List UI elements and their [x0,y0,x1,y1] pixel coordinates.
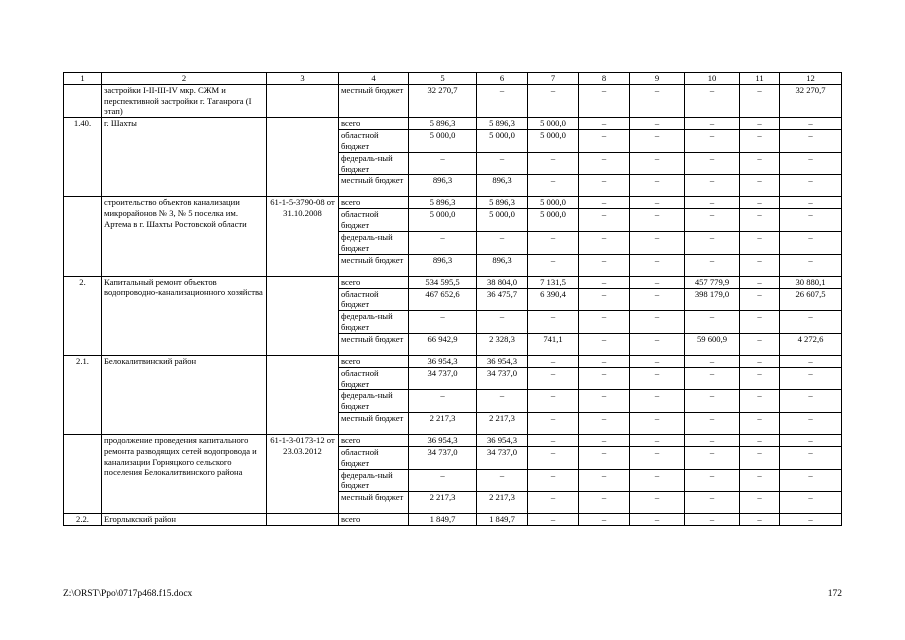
item-number-cell [64,84,102,117]
value-cell: 38 804,0 [477,276,528,288]
value-cell: – [528,390,579,413]
value-cell: – [685,492,740,514]
value-cell: – [630,231,685,254]
funding-source-cell: всего [339,434,409,446]
value-cell: – [579,514,630,526]
value-cell: – [740,311,780,334]
value-cell: – [685,355,740,367]
value-cell: 2 217,3 [477,412,528,434]
value-cell: – [740,209,780,232]
value-cell: – [630,311,685,334]
value-cell: – [630,288,685,311]
value-cell: 5 000,0 [477,130,528,153]
value-cell: – [579,118,630,130]
funding-source-cell: всего [339,197,409,209]
value-cell: – [780,118,842,130]
table-body [64,73,842,526]
value-cell: – [780,231,842,254]
value-cell: – [630,152,685,175]
value-cell: 36 954,3 [409,355,477,367]
value-cell: – [780,469,842,492]
item-number-cell: 1.40. [64,118,102,197]
value-cell: – [579,175,630,197]
value-cell: – [780,130,842,153]
value-cell: – [528,367,579,390]
value-cell: – [579,355,630,367]
value-cell: 398 179,0 [685,288,740,311]
value-cell: – [477,231,528,254]
value-cell: – [528,152,579,175]
value-cell: – [579,412,630,434]
value-cell: – [477,152,528,175]
value-cell: 32 270,7 [409,84,477,117]
value-cell: – [740,333,780,355]
budget-table [63,72,842,526]
value-cell: – [630,412,685,434]
funding-source-cell: местный бюджет [339,175,409,197]
value-cell: – [780,209,842,232]
value-cell: – [685,209,740,232]
value-cell: – [528,175,579,197]
value-cell: 5 000,0 [528,209,579,232]
column-number-11: 11 [740,73,780,85]
funding-source-cell: всего [339,276,409,288]
value-cell: – [780,434,842,446]
item-number-cell: 2.1. [64,355,102,434]
value-cell: – [630,130,685,153]
value-cell: – [685,367,740,390]
value-cell: – [740,231,780,254]
funding-source-cell: всего [339,355,409,367]
value-cell: 5 000,0 [528,130,579,153]
value-cell: – [477,84,528,117]
item-name-cell: Егорлыкский район [102,514,267,526]
value-cell: – [579,390,630,413]
value-cell: – [685,469,740,492]
funding-source-cell: областной бюджет [339,446,409,469]
value-cell: – [685,412,740,434]
value-cell: – [528,492,579,514]
value-cell: – [579,469,630,492]
value-cell: 457 779,9 [685,276,740,288]
value-cell: 1 849,7 [477,514,528,526]
value-cell: – [579,367,630,390]
value-cell: – [630,469,685,492]
value-cell: 4 272,6 [780,333,842,355]
value-cell: 66 942,9 [409,333,477,355]
value-cell: – [740,84,780,117]
value-cell: – [579,276,630,288]
funding-source-cell: всего [339,514,409,526]
value-cell: – [685,231,740,254]
column-number-3: 3 [267,73,339,85]
value-cell: – [740,469,780,492]
column-number-9: 9 [630,73,685,85]
value-cell: – [579,209,630,232]
value-cell: – [740,254,780,276]
item-name-cell: строительство объектов канализации микрорайонов № 3, № 5 поселка им. Артема в г. Шахты Ростовской области [102,197,267,276]
value-cell: – [740,412,780,434]
value-cell: – [780,412,842,434]
value-cell: – [685,118,740,130]
table-row [64,118,842,130]
value-cell: – [579,333,630,355]
value-cell: – [409,311,477,334]
value-cell: 6 390,4 [528,288,579,311]
item-number-cell [64,197,102,276]
value-cell: – [780,514,842,526]
funding-source-cell: федераль-ный бюджет [339,390,409,413]
document-reference-cell: 61-1-5-3790-08 от 31.10.2008 [267,197,339,276]
column-number-10: 10 [685,73,740,85]
value-cell: – [780,390,842,413]
table-row [64,434,842,446]
value-cell: – [685,84,740,117]
value-cell: – [780,197,842,209]
value-cell: 26 607,5 [780,288,842,311]
value-cell: 467 652,6 [409,288,477,311]
value-cell: 5 896,3 [409,118,477,130]
value-cell: – [740,434,780,446]
value-cell: – [685,130,740,153]
value-cell: – [477,469,528,492]
value-cell: 36 954,3 [409,434,477,446]
value-cell: – [740,197,780,209]
value-cell: – [630,390,685,413]
value-cell: – [528,469,579,492]
value-cell: – [630,118,685,130]
value-cell: – [740,152,780,175]
value-cell: – [579,446,630,469]
funding-source-cell: местный бюджет [339,333,409,355]
value-cell: – [630,175,685,197]
value-cell: – [740,130,780,153]
document-reference-cell [267,84,339,117]
value-cell: 36 954,3 [477,434,528,446]
column-number-12: 12 [780,73,842,85]
value-cell: 896,3 [477,254,528,276]
document-reference-cell [267,118,339,197]
funding-source-cell: всего [339,118,409,130]
value-cell: 896,3 [409,254,477,276]
value-cell: – [740,367,780,390]
value-cell: – [685,152,740,175]
item-number-cell: 2.2. [64,514,102,526]
value-cell: – [740,514,780,526]
table-row [64,514,842,526]
value-cell: – [630,254,685,276]
table-row [64,197,842,209]
value-cell: 5 000,0 [528,197,579,209]
value-cell: – [477,390,528,413]
footer-page-number: 172 [827,589,842,599]
value-cell: – [630,276,685,288]
value-cell: – [528,311,579,334]
item-name-cell: застройки I-II-III-IV мкр. СЖМ и перспективной застройки г. Таганрога (I этап) [102,84,267,117]
item-number-cell [64,434,102,513]
column-number-7: 7 [528,73,579,85]
value-cell: – [780,152,842,175]
value-cell: – [780,355,842,367]
value-cell: – [528,84,579,117]
value-cell: – [579,311,630,334]
value-cell: – [780,311,842,334]
value-cell: – [630,434,685,446]
item-number-cell: 2. [64,276,102,355]
value-cell: 2 217,3 [409,412,477,434]
value-cell: – [579,434,630,446]
funding-source-cell: федераль-ный бюджет [339,311,409,334]
value-cell: – [477,311,528,334]
value-cell: – [685,175,740,197]
value-cell: – [685,514,740,526]
value-cell: – [528,446,579,469]
value-cell: – [528,355,579,367]
value-cell: 7 131,5 [528,276,579,288]
value-cell: 741,1 [528,333,579,355]
table-row [64,276,842,288]
document-reference-cell: 61-1-3-0173-12 от 23.03.2012 [267,434,339,513]
funding-source-cell: федераль-ный бюджет [339,231,409,254]
value-cell: – [740,446,780,469]
value-cell: – [409,469,477,492]
value-cell: – [740,390,780,413]
value-cell: 5 000,0 [409,130,477,153]
column-number-4: 4 [339,73,409,85]
value-cell: – [685,254,740,276]
value-cell: – [409,231,477,254]
value-cell: 5 896,3 [477,197,528,209]
value-cell: – [528,434,579,446]
item-name-cell: Белокалитвинский район [102,355,267,434]
value-cell: – [630,197,685,209]
value-cell: – [780,367,842,390]
funding-source-cell: местный бюджет [339,84,409,117]
funding-source-cell: областной бюджет [339,288,409,311]
value-cell: – [630,333,685,355]
value-cell: – [740,175,780,197]
value-cell: 36 475,7 [477,288,528,311]
column-number-6: 6 [477,73,528,85]
value-cell: – [579,288,630,311]
value-cell: 5 000,0 [477,209,528,232]
value-cell: – [740,276,780,288]
table-row [64,355,842,367]
value-cell: 896,3 [409,175,477,197]
value-cell: – [630,209,685,232]
funding-source-cell: областной бюджет [339,130,409,153]
value-cell: – [740,355,780,367]
value-cell: 34 737,0 [477,446,528,469]
item-name-cell: Капитальный ремонт объектов водопроводно-канализационного хозяйства [102,276,267,355]
header-row [64,73,842,85]
value-cell: – [579,197,630,209]
funding-source-cell: федераль-ный бюджет [339,469,409,492]
value-cell: 32 270,7 [780,84,842,117]
value-cell: – [630,84,685,117]
value-cell: – [685,446,740,469]
value-cell: – [409,152,477,175]
value-cell: 896,3 [477,175,528,197]
funding-source-cell: местный бюджет [339,412,409,434]
value-cell: 5 896,3 [409,197,477,209]
value-cell: 34 737,0 [477,367,528,390]
value-cell: – [740,288,780,311]
value-cell: – [780,446,842,469]
funding-source-cell: областной бюджет [339,209,409,232]
value-cell: – [685,434,740,446]
value-cell: – [579,492,630,514]
column-number-2: 2 [102,73,267,85]
value-cell: – [740,118,780,130]
value-cell: 59 600,9 [685,333,740,355]
funding-source-cell: федераль-ный бюджет [339,152,409,175]
value-cell: – [528,514,579,526]
column-number-8: 8 [579,73,630,85]
value-cell: – [579,231,630,254]
item-name-cell: продолжение проведения капитального ремонта разводящих сетей водопровода и канализации Горняцкого сельского поселения Белокалитвинского района [102,434,267,513]
value-cell: – [685,311,740,334]
document-reference-cell [267,276,339,355]
footer-file-path: Z:\ORST\Ppo\0717p468.f15.docx [63,589,193,599]
column-number-5: 5 [409,73,477,85]
value-cell: – [780,175,842,197]
value-cell: 36 954,3 [477,355,528,367]
value-cell: – [579,130,630,153]
value-cell: – [780,254,842,276]
funding-source-cell: местный бюджет [339,492,409,514]
value-cell: – [630,514,685,526]
table-row [64,84,842,117]
value-cell: 34 737,0 [409,446,477,469]
value-cell: – [528,231,579,254]
value-cell: – [528,412,579,434]
value-cell: – [528,254,579,276]
value-cell: – [630,492,685,514]
value-cell: 30 880,1 [780,276,842,288]
document-reference-cell [267,355,339,434]
value-cell: 5 000,0 [528,118,579,130]
value-cell: – [630,367,685,390]
value-cell: 2 328,3 [477,333,528,355]
item-name-cell: г. Шахты [102,118,267,197]
value-cell: 5 000,0 [409,209,477,232]
value-cell: 534 595,5 [409,276,477,288]
value-cell: – [685,197,740,209]
value-cell: – [780,492,842,514]
value-cell: – [630,446,685,469]
value-cell: 2 217,3 [409,492,477,514]
value-cell: 1 849,7 [409,514,477,526]
value-cell: 34 737,0 [409,367,477,390]
value-cell: – [409,390,477,413]
value-cell: – [579,254,630,276]
document-reference-cell [267,514,339,526]
value-cell: – [579,152,630,175]
value-cell: 2 217,3 [477,492,528,514]
value-cell: – [630,355,685,367]
value-cell: 5 896,3 [477,118,528,130]
value-cell: – [579,84,630,117]
funding-source-cell: местный бюджет [339,254,409,276]
value-cell: – [740,492,780,514]
funding-source-cell: областной бюджет [339,367,409,390]
value-cell: – [685,390,740,413]
column-number-1: 1 [64,73,102,85]
